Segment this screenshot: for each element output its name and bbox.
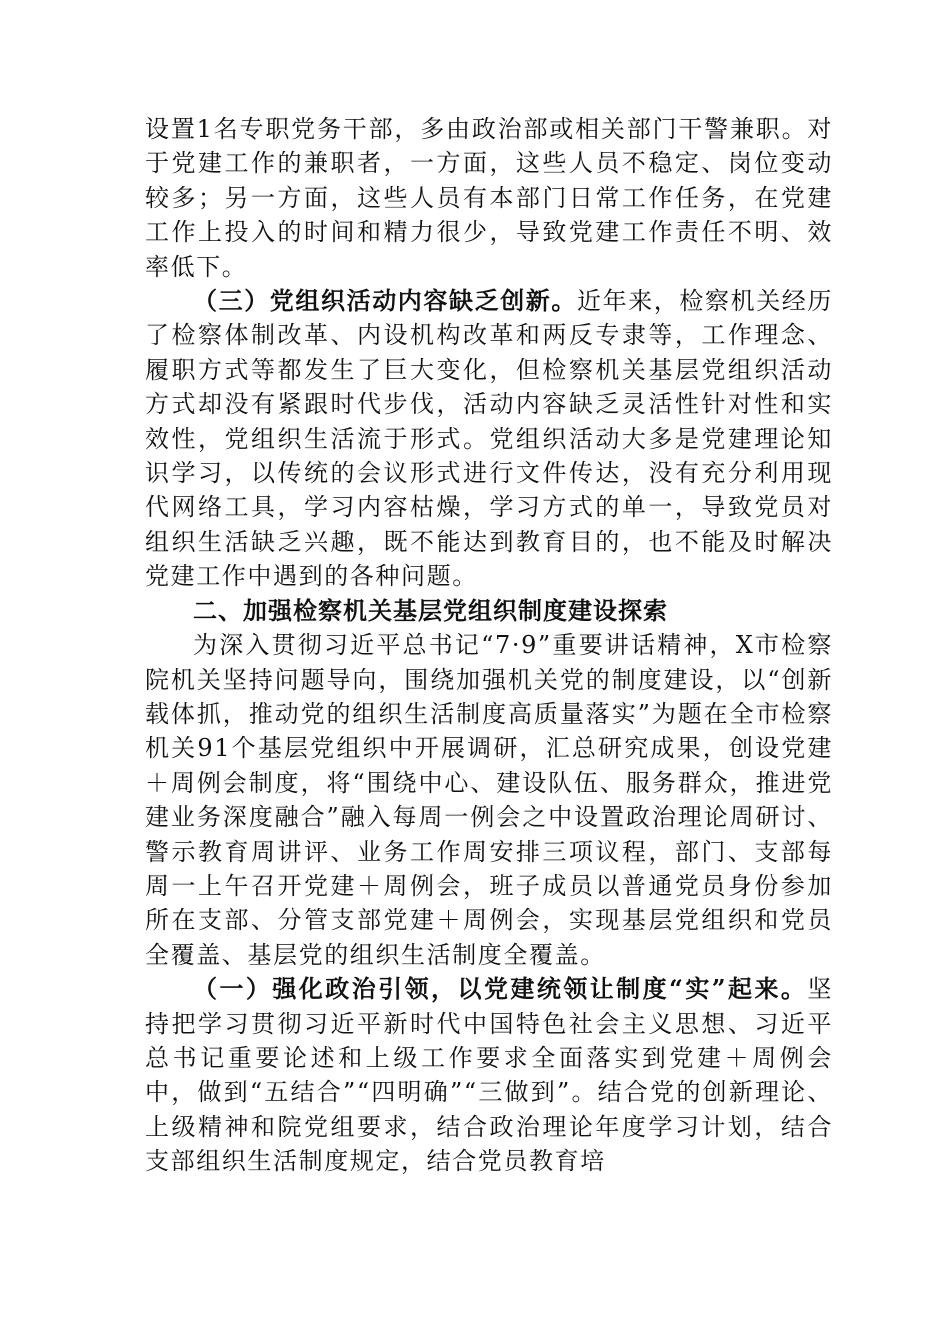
document-page [145,112,833,1179]
paragraph-4 [145,972,833,1178]
paragraph-3: 为深入贯彻习近平总书记“7·9”重要讲话精神，X市检察院机关坚持问题导向，围绕加强机关党的制度建设，以“创新载体抓，推动党的组织生活制度高质量落实”为题在全市检察机关91个基层党组织中开展调研，汇总研究成果，创设党建＋周例会制度，将“围绕中心、建设队伍、服务群众，推进党建业务深度融合”融入每周一例会之中设置政治理论周研讨、警示教育周讲评、业务工作周安排三项议程，部门、支部每周一上午召开党建＋周例会，班子成员以普通党员身份参加所在支部、分管支部党建＋周例会，实现基层党组织和党员全覆盖、基层党的组织生活制度全覆盖。 [145,631,833,969]
paragraph-2-body: 近年来，检察机关经历了检察体制改革、内设机构改革和两反专隶等，工作理念、履职方式等都发生了巨大变化，但检察机关基层党组织活动方式却没有紧跟时代步伐，活动内容缺乏灵活性针对性和实效性，党组织生活流于形式。党组织活动大多是党建理论知识学习，以传统的会议形式进行文件传达，没有充分利用现代网络工具，学习内容枯燥，学习方式的单一，导致党员对组织生活缺乏兴趣，既不能达到教育目的，也不能及时解决党建工作中遇到的各种问题。 [145,287,833,591]
paragraph-4-body: 坚持把学习贯彻习近平新时代中国特色社会主义思想、习近平总书记重要论述和上级工作要求全面落实到党建＋周例会中，做到“五结合”“四明确”“三做到”。结合党的创新理论、上级精神和院党组要求，结合政治理论年度学习计划，结合支部组织生活制度规定，结合党员教育培 [145,975,833,1176]
paragraph-2-title: （三）党组织活动内容缺乏创新。 [193,286,577,316]
paragraph-1: 设置1名专职党务干部，多由政治部或相关部门干警兼职。对于党建工作的兼职者，一方面，这些人员不稳定、岗位变动较多；另一方面，这些人员有本部门日常工作任务，在党建工作上投入的时间和精力很少，导致党建工作责任不明、效率低下。 [145,115,833,281]
section-heading: 二、加强检察机关基层党组织制度建设探索 [193,596,668,625]
paragraph-4-title: （一）强化政治引领，以党建统领让制度“实”起来。 [193,974,808,1004]
paragraph-2 [145,284,833,594]
